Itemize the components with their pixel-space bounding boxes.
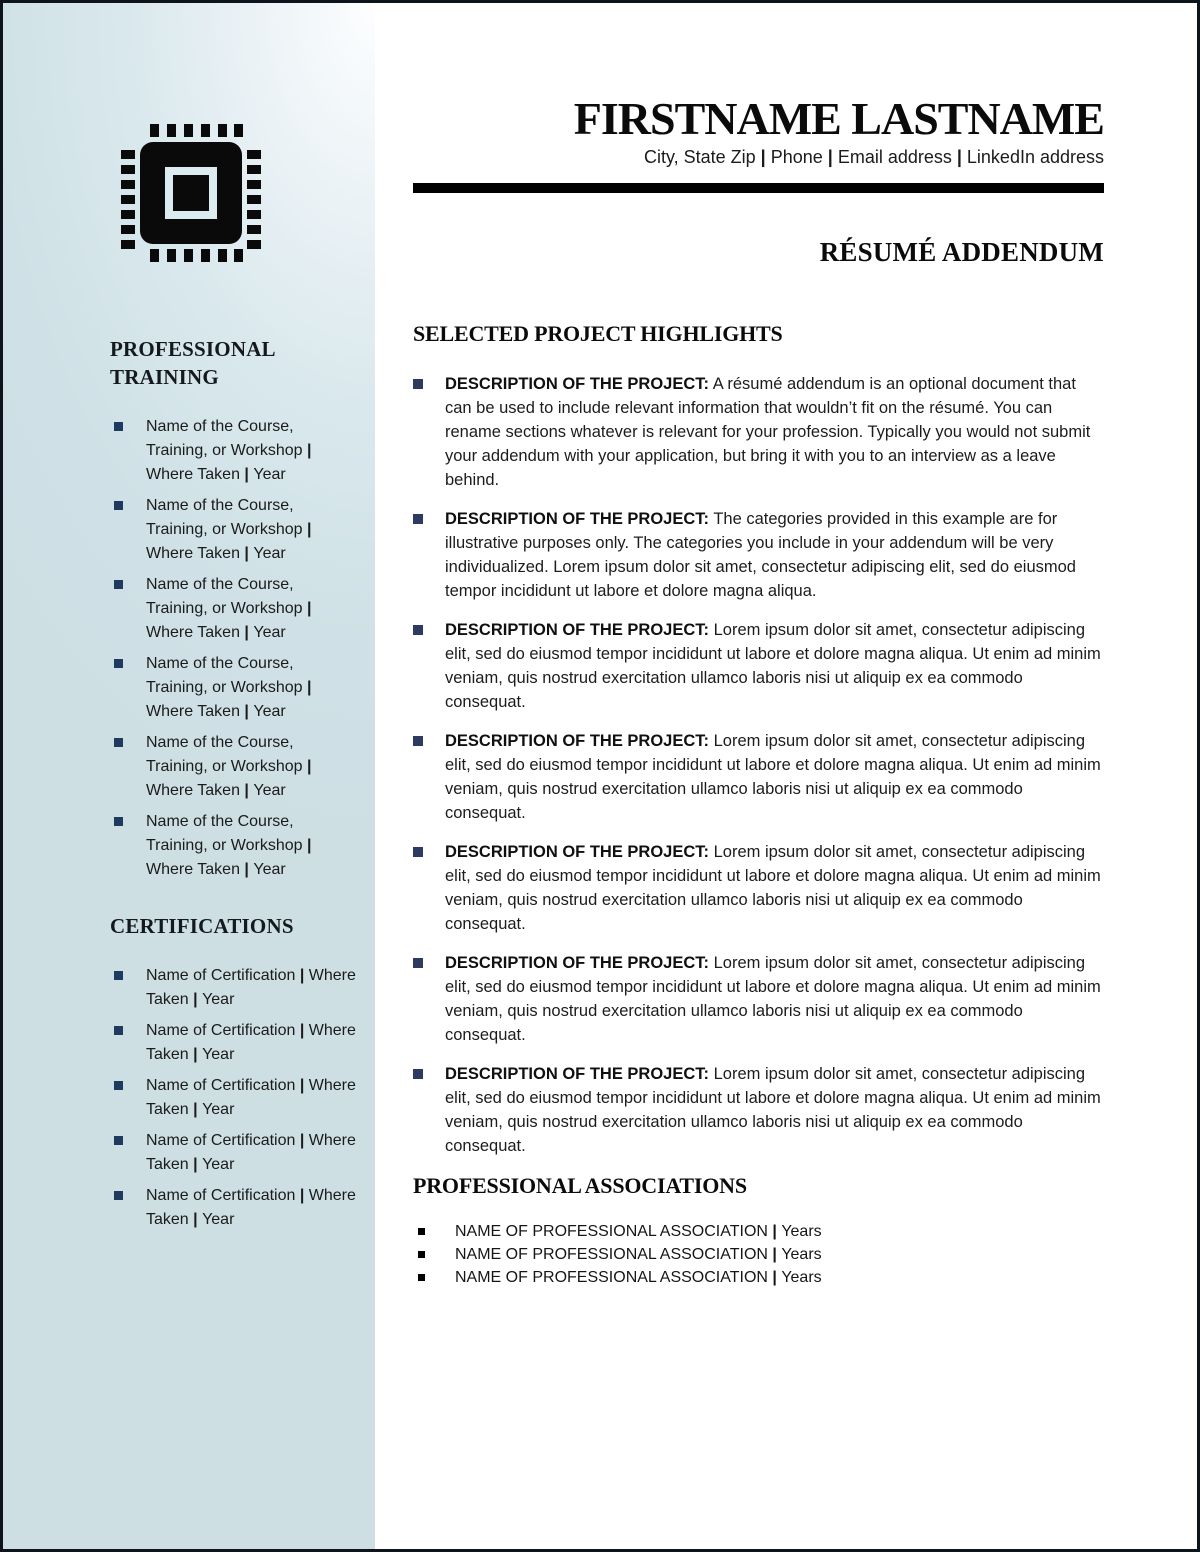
certifications-list xyxy=(110,964,357,1232)
pipe-separator: | xyxy=(239,466,254,483)
project-highlight-item xyxy=(413,951,1104,1047)
bullet-square-icon xyxy=(418,1251,425,1258)
pipe-separator: | xyxy=(295,1187,309,1204)
bullet-square-icon xyxy=(114,971,123,980)
project-highlight-item xyxy=(413,507,1104,603)
bullet-square-icon xyxy=(114,817,123,826)
bullet-square-icon xyxy=(114,1191,123,1200)
bullet-square-icon xyxy=(413,625,423,635)
sidebar xyxy=(3,3,375,1549)
training-item: Name of the Course, Training, or Workshop | Where Taken | Year xyxy=(110,415,357,487)
project-highlight-lead: DESCRIPTION OF THE PROJECT: xyxy=(445,375,710,394)
chip-icon xyxy=(111,113,271,273)
divider-rule xyxy=(413,183,1104,193)
pipe-separator: | xyxy=(822,147,838,168)
section-professional-associations xyxy=(413,1173,1104,1289)
project-highlight-text: DESCRIPTION OF THE PROJECT: Lorem ipsum dolor sit amet, consectetur adipiscing elit, sed do eiusmod tempor incididunt ut labore et dolore magna aliqua. Ut enim ad minim veniam, quis nostrud exercitation ullamco laboris nisi ut aliquip ex ea commodo consequat. xyxy=(445,843,1101,934)
certification-item: Name of Certification | Where Taken | Year xyxy=(110,1074,357,1122)
bullet-square-icon xyxy=(114,1081,123,1090)
project-highlight-text: DESCRIPTION OF THE PROJECT: The categories provided in this example are for illustrative purposes only. The categories you include in your addendum will be very individualized. Lorem ipsum dolor sit amet, consectetur adipiscing elit, sed do eiusmod tempor incididunt ut labore et dolore magna aliqua. xyxy=(445,510,1076,601)
project-highlight-text: DESCRIPTION OF THE PROJECT: Lorem ipsum dolor sit amet, consectetur adipiscing elit, sed do eiusmod tempor incididunt ut labore et dolore magna aliqua. Ut enim ad minim veniam, quis nostrud exercitation ullamco laboris nisi ut aliquip ex ea commodo consequat. xyxy=(445,732,1101,823)
pipe-separator: | xyxy=(295,1077,309,1094)
pipe-separator: | xyxy=(302,679,312,696)
bullet-square-icon xyxy=(413,514,423,524)
pipe-separator: | xyxy=(239,861,254,878)
bullet-square-icon xyxy=(114,1026,123,1035)
bullet-square-icon xyxy=(413,1069,423,1079)
bullet-square-icon xyxy=(413,847,423,857)
contact-line: City, State Zip | Phone | Email address | LinkedIn address xyxy=(643,147,1104,168)
certification-item: Name of Certification | Where Taken | Year xyxy=(110,1019,357,1067)
project-highlight-lead: DESCRIPTION OF THE PROJECT: xyxy=(445,732,710,751)
pipe-separator: | xyxy=(239,545,254,562)
pipe-separator: | xyxy=(188,1101,203,1118)
pipe-separator: | xyxy=(295,1132,309,1149)
pipe-separator: | xyxy=(767,1246,782,1264)
main-column xyxy=(413,3,1104,1289)
pipe-separator: | xyxy=(951,147,967,168)
bullet-square-icon xyxy=(114,501,123,510)
professional-training-title: PROFESSIONAL TRAINING xyxy=(110,337,275,389)
association-item: NAME OF PROFESSIONAL ASSOCIATION | Years xyxy=(413,1220,1104,1243)
bullet-square-icon xyxy=(114,580,123,589)
section-selected-project-highlights xyxy=(413,321,1104,1158)
project-highlight-item xyxy=(413,1062,1104,1158)
bullet-square-icon xyxy=(418,1274,425,1281)
certification-item: Name of Certification | Where Taken | Year xyxy=(110,1184,357,1232)
project-highlight-text: DESCRIPTION OF THE PROJECT: Lorem ipsum dolor sit amet, consectetur adipiscing elit, sed do eiusmod tempor incididunt ut labore et dolore magna aliqua. Ut enim ad minim veniam, quis nostrud exercitation ullamco laboris nisi ut aliquip ex ea commodo consequat. xyxy=(445,621,1101,712)
bullet-square-icon xyxy=(413,958,423,968)
professional-training-list xyxy=(110,415,357,882)
training-item: Name of the Course, Training, or Workshop | Where Taken | Year xyxy=(110,573,357,645)
bullet-square-icon xyxy=(114,1136,123,1145)
bullet-square-icon xyxy=(413,379,423,389)
pipe-separator: | xyxy=(302,521,312,538)
pipe-separator: | xyxy=(767,1269,782,1287)
document-header xyxy=(413,95,1104,268)
pipe-separator: | xyxy=(188,1211,203,1228)
selected-project-highlights-title: SELECTED PROJECT HIGHLIGHTS xyxy=(413,321,783,347)
pipe-separator: | xyxy=(755,147,771,168)
project-highlight-lead: DESCRIPTION OF THE PROJECT: xyxy=(445,510,710,529)
pipe-separator: | xyxy=(295,967,309,984)
certification-item: Name of Certification | Where Taken | Year xyxy=(110,1129,357,1177)
professional-associations-list xyxy=(413,1220,1104,1289)
pipe-separator: | xyxy=(767,1223,782,1241)
project-highlight-item xyxy=(413,840,1104,936)
document-title: RÉSUMÉ ADDENDUM xyxy=(819,237,1104,268)
project-highlight-text: DESCRIPTION OF THE PROJECT: Lorem ipsum dolor sit amet, consectetur adipiscing elit, sed do eiusmod tempor incididunt ut labore et dolore magna aliqua. Ut enim ad minim veniam, quis nostrud exercitation ullamco laboris nisi ut aliquip ex ea commodo consequat. xyxy=(445,1065,1101,1156)
pipe-separator: | xyxy=(302,837,312,854)
training-item: Name of the Course, Training, or Workshop | Where Taken | Year xyxy=(110,810,357,882)
project-highlight-item xyxy=(413,618,1104,714)
bullet-square-icon xyxy=(114,659,123,668)
pipe-separator: | xyxy=(239,782,254,799)
project-highlights-list xyxy=(413,372,1104,1158)
bullet-square-icon xyxy=(413,736,423,746)
pipe-separator: | xyxy=(188,1046,203,1063)
association-item: NAME OF PROFESSIONAL ASSOCIATION | Years xyxy=(413,1266,1104,1289)
pipe-separator: | xyxy=(239,624,254,641)
project-highlight-lead: DESCRIPTION OF THE PROJECT: xyxy=(445,621,710,640)
project-highlight-item xyxy=(413,372,1104,492)
training-item: Name of the Course, Training, or Workshop | Where Taken | Year xyxy=(110,652,357,724)
bullet-square-icon xyxy=(114,422,123,431)
training-item: Name of the Course, Training, or Workshop | Where Taken | Year xyxy=(110,731,357,803)
pipe-separator: | xyxy=(302,442,312,459)
sidebar-section-certifications xyxy=(110,912,357,1232)
professional-associations-title: PROFESSIONAL ASSOCIATIONS xyxy=(413,1173,747,1199)
association-item: NAME OF PROFESSIONAL ASSOCIATION | Years xyxy=(413,1243,1104,1266)
bullet-square-icon xyxy=(418,1228,425,1235)
pipe-separator: | xyxy=(295,1022,309,1039)
certifications-title: CERTIFICATIONS xyxy=(110,914,294,938)
project-highlight-item xyxy=(413,729,1104,825)
pipe-separator: | xyxy=(239,703,254,720)
pipe-separator: | xyxy=(302,758,312,775)
project-highlight-text: DESCRIPTION OF THE PROJECT: Lorem ipsum dolor sit amet, consectetur adipiscing elit, sed do eiusmod tempor incididunt ut labore et dolore magna aliqua. Ut enim ad minim veniam, quis nostrud exercitation ullamco laboris nisi ut aliquip ex ea commodo consequat. xyxy=(445,954,1101,1045)
project-highlight-lead: DESCRIPTION OF THE PROJECT: xyxy=(445,1065,710,1084)
project-highlight-lead: DESCRIPTION OF THE PROJECT: xyxy=(445,843,710,862)
person-name: FIRSTNAME LASTNAME xyxy=(573,93,1104,144)
pipe-separator: | xyxy=(302,600,312,617)
certification-item: Name of Certification | Where Taken | Year xyxy=(110,964,357,1012)
sidebar-section-professional-training xyxy=(110,335,357,882)
training-item: Name of the Course, Training, or Workshop | Where Taken | Year xyxy=(110,494,357,566)
bullet-square-icon xyxy=(114,738,123,747)
pipe-separator: | xyxy=(188,1156,203,1173)
project-highlight-text: DESCRIPTION OF THE PROJECT: A résumé addendum is an optional document that can be used to include relevant information that wouldn’t fit on the résumé. You can rename sections whatever is relevant for your profession. Typically you would not submit your addendum with your application, but bring it with you to an interview as a leave behind. xyxy=(445,375,1091,490)
project-highlight-lead: DESCRIPTION OF THE PROJECT: xyxy=(445,954,710,973)
pipe-separator: | xyxy=(188,991,203,1008)
